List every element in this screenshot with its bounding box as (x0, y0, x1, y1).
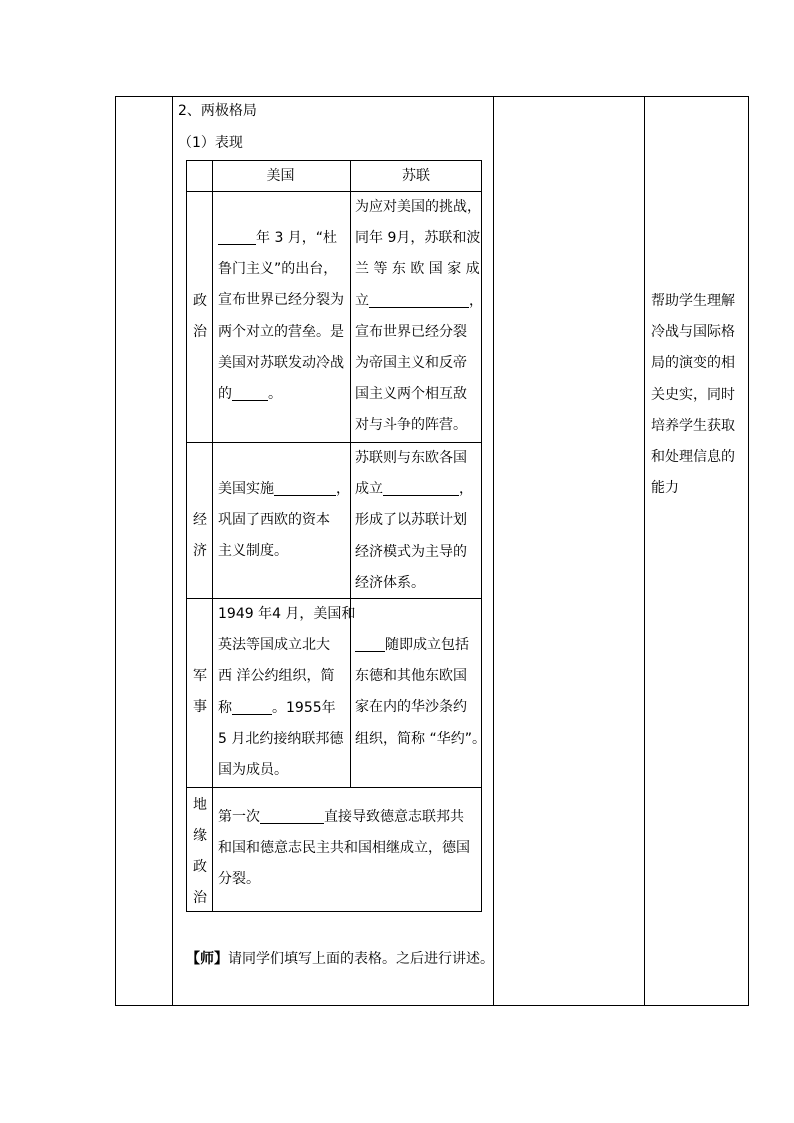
fill-blank[interactable] (232, 700, 272, 715)
cell-text: 随即成立包括 (385, 637, 469, 653)
cell-text: 经济体系。 (355, 574, 425, 591)
cell-text: 成立 (355, 481, 383, 498)
cell-text: 为帝国主义和反帝 (355, 355, 467, 372)
label-char: 缘 (193, 828, 207, 844)
cell-text: 宣布世界已经分裂为 (218, 292, 344, 309)
label-char: 治 (193, 890, 207, 906)
design-intent-line: 关史实，同时 (651, 386, 735, 403)
label-char: 事 (193, 699, 207, 715)
design-intent-line: 培养学生获取 (651, 417, 735, 434)
economy-usa-cell (218, 474, 350, 568)
cell-text: ， (469, 292, 483, 309)
cell-text: 经济模式为主导的 (355, 543, 467, 560)
column-divider (493, 97, 494, 1005)
cell-text: 国为成员。 (218, 762, 288, 779)
cell-text: 宣布世界已经分裂 (355, 323, 467, 340)
label-char: 政 (193, 293, 207, 309)
cell-text: 年 3 月，“杜 (256, 230, 338, 246)
cell-text: ， (459, 481, 473, 498)
design-intent-line: 和处理信息的 (651, 449, 735, 466)
cell-text: 家在内的华沙条约 (355, 699, 467, 716)
label-char: 军 (193, 668, 207, 684)
cell-text: 立 (355, 292, 369, 309)
cell-text: 。 (268, 386, 282, 403)
label-char: 经 (193, 512, 207, 528)
cell-text: 分裂。 (218, 871, 260, 888)
label-char: 治 (193, 324, 207, 340)
cell-text: 主义制度。 (218, 543, 288, 560)
cell-text: 。1955年 (272, 699, 336, 716)
row-label-economy (187, 505, 213, 567)
cell-text: 1949 年4 月，美国和 (218, 606, 356, 622)
row-label-politics (187, 286, 213, 348)
fill-blank[interactable] (260, 809, 324, 824)
header-usa: 美国 (266, 168, 295, 184)
cell-text: 两个对立的营垒。是 (218, 323, 344, 340)
cell-text: 称 (218, 699, 232, 716)
design-intent (651, 286, 743, 504)
cell-text: 国主义两个相互敌 (355, 386, 467, 403)
cell-text: 东德和其他东欧国 (355, 668, 467, 685)
label-char: 地 (193, 797, 207, 813)
cell-text: 英法等国成立北大 (218, 637, 330, 654)
cell-text: 为应对美国的挑战， (355, 199, 481, 215)
politics-usa-cell (218, 223, 343, 410)
design-intent-line: 帮助学生理解 (651, 293, 735, 309)
table-divider (187, 787, 481, 788)
subsection-title: （1）表现 (178, 135, 243, 151)
cell-text: 西 洋公约组织，简 (218, 668, 335, 685)
design-intent-line: 能力 (651, 480, 679, 497)
section-title: 2、两极格局 (178, 103, 257, 119)
economy-ussr-cell (355, 443, 479, 599)
fill-blank[interactable] (232, 386, 268, 401)
cell-text: 和国和德意志民主共和国相继成立，德国 (218, 840, 470, 857)
fill-blank[interactable] (274, 481, 336, 496)
teacher-note (186, 949, 494, 969)
cell-text: ， (336, 481, 350, 497)
cell-text: 兰 等 东 欧 国 家 成 (355, 261, 480, 278)
cell-text: 美国对苏联发动冷战 (218, 354, 344, 371)
teacher-note-text: 请同学们填写上面的表格。之后进行讲述。 (228, 951, 494, 967)
column-divider (172, 97, 173, 1005)
cell-text: 鲁门主义”的出台， (218, 261, 338, 278)
cell-text: 形成了以苏联计划 (355, 512, 467, 529)
politics-ussr-cell (355, 192, 483, 442)
cell-text: 对与斗争的阵营。 (355, 417, 467, 434)
label-char: 政 (193, 859, 207, 875)
cell-text: 巩固了西欧的资本 (218, 512, 330, 529)
row-label-geopolitics (187, 790, 213, 914)
cell-text: 美国实施 (218, 481, 274, 497)
cell-text: 同年 9月，苏联和波 (355, 230, 481, 247)
cell-text: 直接导致德意志联邦共 (324, 809, 464, 825)
military-usa-cell (218, 599, 356, 786)
fill-blank[interactable] (383, 481, 459, 496)
table-divider (350, 161, 351, 787)
column-divider (644, 97, 645, 1005)
fill-blank[interactable] (369, 293, 469, 308)
design-intent-line: 局的演变的相 (651, 355, 735, 372)
cell-text: 的 (218, 386, 232, 403)
cell-text: 苏联则与东欧各国 (355, 450, 467, 466)
row-label-military (187, 661, 213, 723)
military-ussr-cell (355, 630, 486, 755)
header-ussr: 苏联 (402, 168, 430, 184)
cell-text: 5 月北约接纳联邦德 (218, 730, 344, 747)
design-intent-line: 冷战与国际格 (651, 324, 735, 341)
fill-blank[interactable] (218, 230, 256, 245)
geopolitics-cell (218, 802, 476, 896)
teacher-tag: 【师】 (186, 951, 228, 967)
cell-text: 第一次 (218, 809, 260, 825)
fill-blank[interactable] (355, 637, 385, 652)
cell-text: 组织，简称 “华约”。 (355, 730, 486, 747)
label-char: 济 (193, 543, 207, 559)
